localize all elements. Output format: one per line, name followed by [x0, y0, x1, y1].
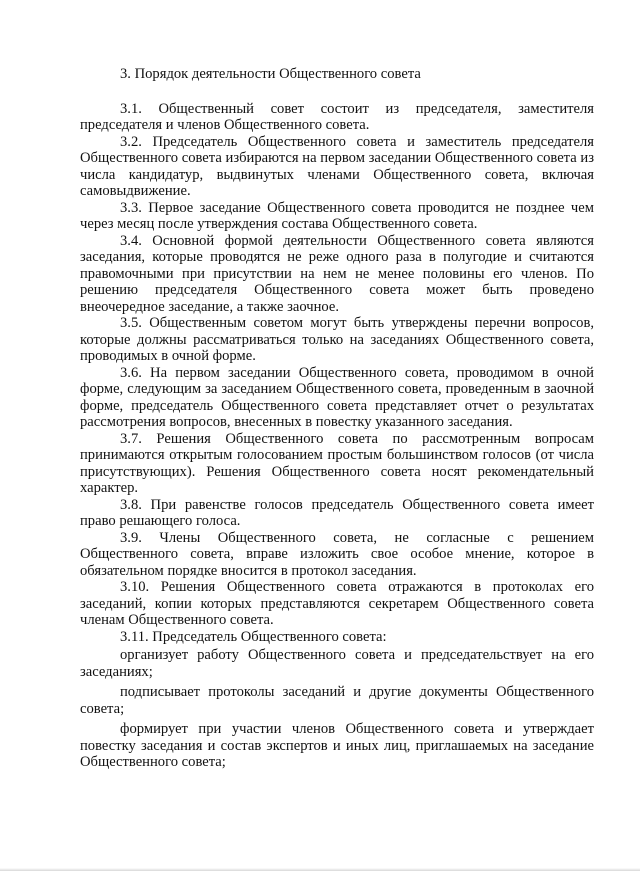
subitem-organizes: организует работу Общественного совета и председательствует на его заседаниях;	[80, 647, 594, 680]
paragraph-3-5: 3.5. Общественным советом могут быть утверждены перечни вопросов, которые должны рассматриваться только на заседаниях Общественного совета, проводимых в очной форме.	[80, 315, 594, 364]
paragraph-3-7: 3.7. Решения Общественного совета по рассмотренным вопросам принимаются открытым голосованием простым большинством голосов (от числа присутствующих). Решения Общественного совета носят рекомендательный характер.	[80, 430, 594, 496]
paragraph-3-6: 3.6. На первом заседании Общественного совета, проводимом в очной форме, следующим за заседанием Общественного совета, проведенным в заочной форме, председатель Общественного совета представляет отчет о результатах рассмотрения вопросов, внесенных в повестку указанного заседания.	[80, 364, 594, 430]
paragraph-3-4: 3.4. Основной формой деятельности Общественного совета являются заседания, которые проводятся не реже одного раза в полугодие и считаются правомочными при присутствии на нем не менее половины его членов. По решению председателя Общественного совета может быть проведено внеочередное заседание, а также заочное.	[80, 232, 594, 315]
section-heading: 3. Порядок деятельности Общественного совета	[120, 66, 421, 82]
paragraph-3-2: 3.2. Председатель Общественного совета и заместитель председателя Общественного совета избираются на первом заседании Общественного совета из числа кандидатур, выдвинутых членами Общественного совета, включая самовыдвижение.	[80, 133, 594, 199]
paragraph-3-3: 3.3. Первое заседание Общественного совета проводится не позднее чем через месяц после утверждения состава Общественного совета.	[80, 199, 594, 232]
paragraph-3-10: 3.10. Решения Общественного совета отражаются в протоколах его заседаний, копии которых представляются секретарем Общественного совета членам Общественного совета.	[80, 579, 594, 628]
subitem-forms: формирует при участии членов Общественного совета и утверждает повестку заседания и состав экспертов и иных лиц, приглашаемых на заседание Общественного совета;	[80, 721, 594, 770]
paragraph-3-1: 3.1. Общественный совет состоит из председателя, заместителя председателя и членов Общественного совета.	[80, 100, 594, 133]
subitem-signs: подписывает протоколы заседаний и другие документы Общественного совета;	[80, 684, 594, 717]
paragraph-3-9: 3.9. Члены Общественного совета, не согласные с решением Общественного совета, вправе изложить свое особое мнение, которое в обязательном порядке вносится в протокол заседания.	[80, 529, 594, 579]
paragraph-3-11: 3.11. Председатель Общественного совета:	[120, 628, 387, 645]
document-page	[80, 66, 594, 771]
paragraph-3-8: 3.8. При равенстве голосов председатель Общественного совета имеет право решающего голоса.	[80, 496, 594, 529]
